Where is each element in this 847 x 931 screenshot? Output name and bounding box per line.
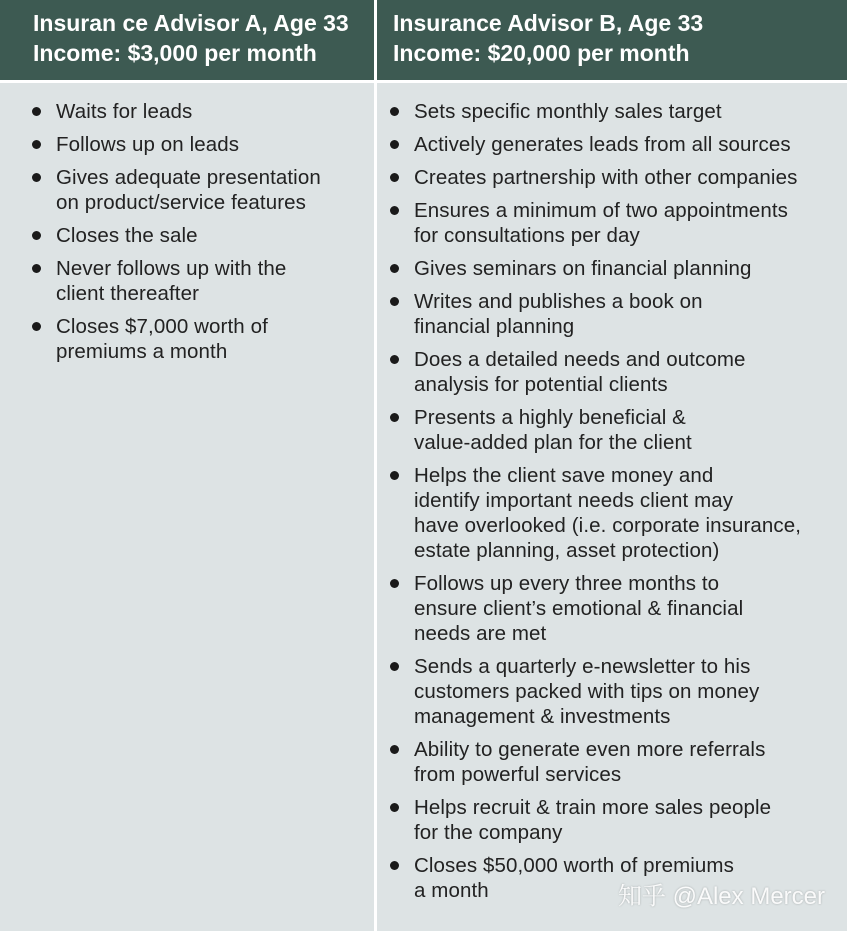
bullet-icon [32, 140, 41, 149]
list-item-text: Gives seminars on financial planning [414, 257, 752, 280]
advisor-a-header [0, 0, 374, 80]
bullet-icon [32, 264, 41, 273]
bullet-icon [390, 662, 399, 671]
list-item-text: Gives adequate presentation on product/service features [56, 166, 321, 214]
bullet-icon [32, 107, 41, 116]
bullet-icon [390, 264, 399, 273]
list-item-text: Closes $50,000 worth of premiums a month [414, 854, 734, 902]
list-item-text: Never follows up with the client thereafter [56, 257, 287, 305]
list-item-text: Closes the sale [56, 224, 198, 247]
watermark: 知乎 @Alex Mercer [617, 883, 825, 910]
advisor-b-column [377, 83, 847, 931]
list-item [390, 795, 847, 845]
list-item-text: Presents a highly beneficial & value-added plan for the client [414, 406, 692, 454]
advisor-b-title: Insurance Advisor B, Age 33 [393, 10, 704, 36]
list-item-text: Ensures a minimum of two appointments for consultations per day [414, 199, 789, 247]
advisor-b-income: Income: $20,000 per month [393, 40, 690, 66]
bullet-icon [32, 322, 41, 331]
list-item [390, 737, 847, 787]
list-item-text: Follows up every three months to ensure client’s emotional & financial needs are met [414, 572, 744, 645]
advisor-a-list [32, 99, 374, 364]
list-item-text: Helps recruit & train more sales people for the company [414, 796, 772, 844]
list-item-text: Actively generates leads from all sources [414, 133, 791, 156]
bullet-icon [390, 206, 399, 215]
bullet-icon [390, 861, 399, 870]
bullet-icon [390, 140, 399, 149]
bullet-icon [390, 579, 399, 588]
bullet-icon [390, 803, 399, 812]
advisor-a-income: Income: $3,000 per month [33, 40, 317, 66]
list-item [390, 132, 847, 157]
list-item [390, 165, 847, 190]
list-item-text: Sends a quarterly e-newsletter to his customers packed with tips on money management & investments [414, 655, 760, 728]
list-item [32, 314, 374, 364]
bullet-icon [390, 355, 399, 364]
list-item [390, 198, 847, 248]
list-item [390, 405, 847, 455]
list-item [32, 256, 374, 306]
list-item [390, 463, 847, 563]
advisor-b-header [377, 0, 847, 80]
list-item [390, 347, 847, 397]
list-item-text: Creates partnership with other companies [414, 166, 798, 189]
list-item-text: Closes $7,000 worth of premiums a month [56, 315, 268, 363]
list-item [390, 256, 847, 281]
list-item-text: Sets specific monthly sales target [414, 100, 722, 123]
list-item [32, 99, 374, 124]
list-item-text: Writes and publishes a book on financial planning [414, 290, 703, 338]
advisor-b-list [390, 99, 847, 903]
bullet-icon [390, 173, 399, 182]
list-item-text: Waits for leads [56, 100, 193, 123]
advisor-a-column [0, 83, 374, 931]
bullet-icon [390, 471, 399, 480]
bullet-icon [390, 107, 399, 116]
list-item [32, 165, 374, 215]
list-item [32, 223, 374, 248]
bullet-icon [390, 745, 399, 754]
bullet-icon [32, 231, 41, 240]
list-item [390, 571, 847, 646]
bullet-icon [390, 413, 399, 422]
list-item-text: Does a detailed needs and outcome analysis for potential clients [414, 348, 746, 396]
list-item [390, 289, 847, 339]
list-item-text: Ability to generate even more referrals from powerful services [414, 738, 766, 786]
list-item [390, 99, 847, 124]
list-item [390, 654, 847, 729]
list-item-text: Helps the client save money and identify important needs client may have overlooked (i.e. corporate insurance, estate planning, asset protection) [414, 464, 802, 562]
bullet-icon [32, 173, 41, 182]
bullet-icon [390, 297, 399, 306]
list-item [32, 132, 374, 157]
advisor-a-title: Insuran ce Advisor A, Age 33 [33, 10, 349, 36]
list-item-text: Follows up on leads [56, 133, 240, 156]
